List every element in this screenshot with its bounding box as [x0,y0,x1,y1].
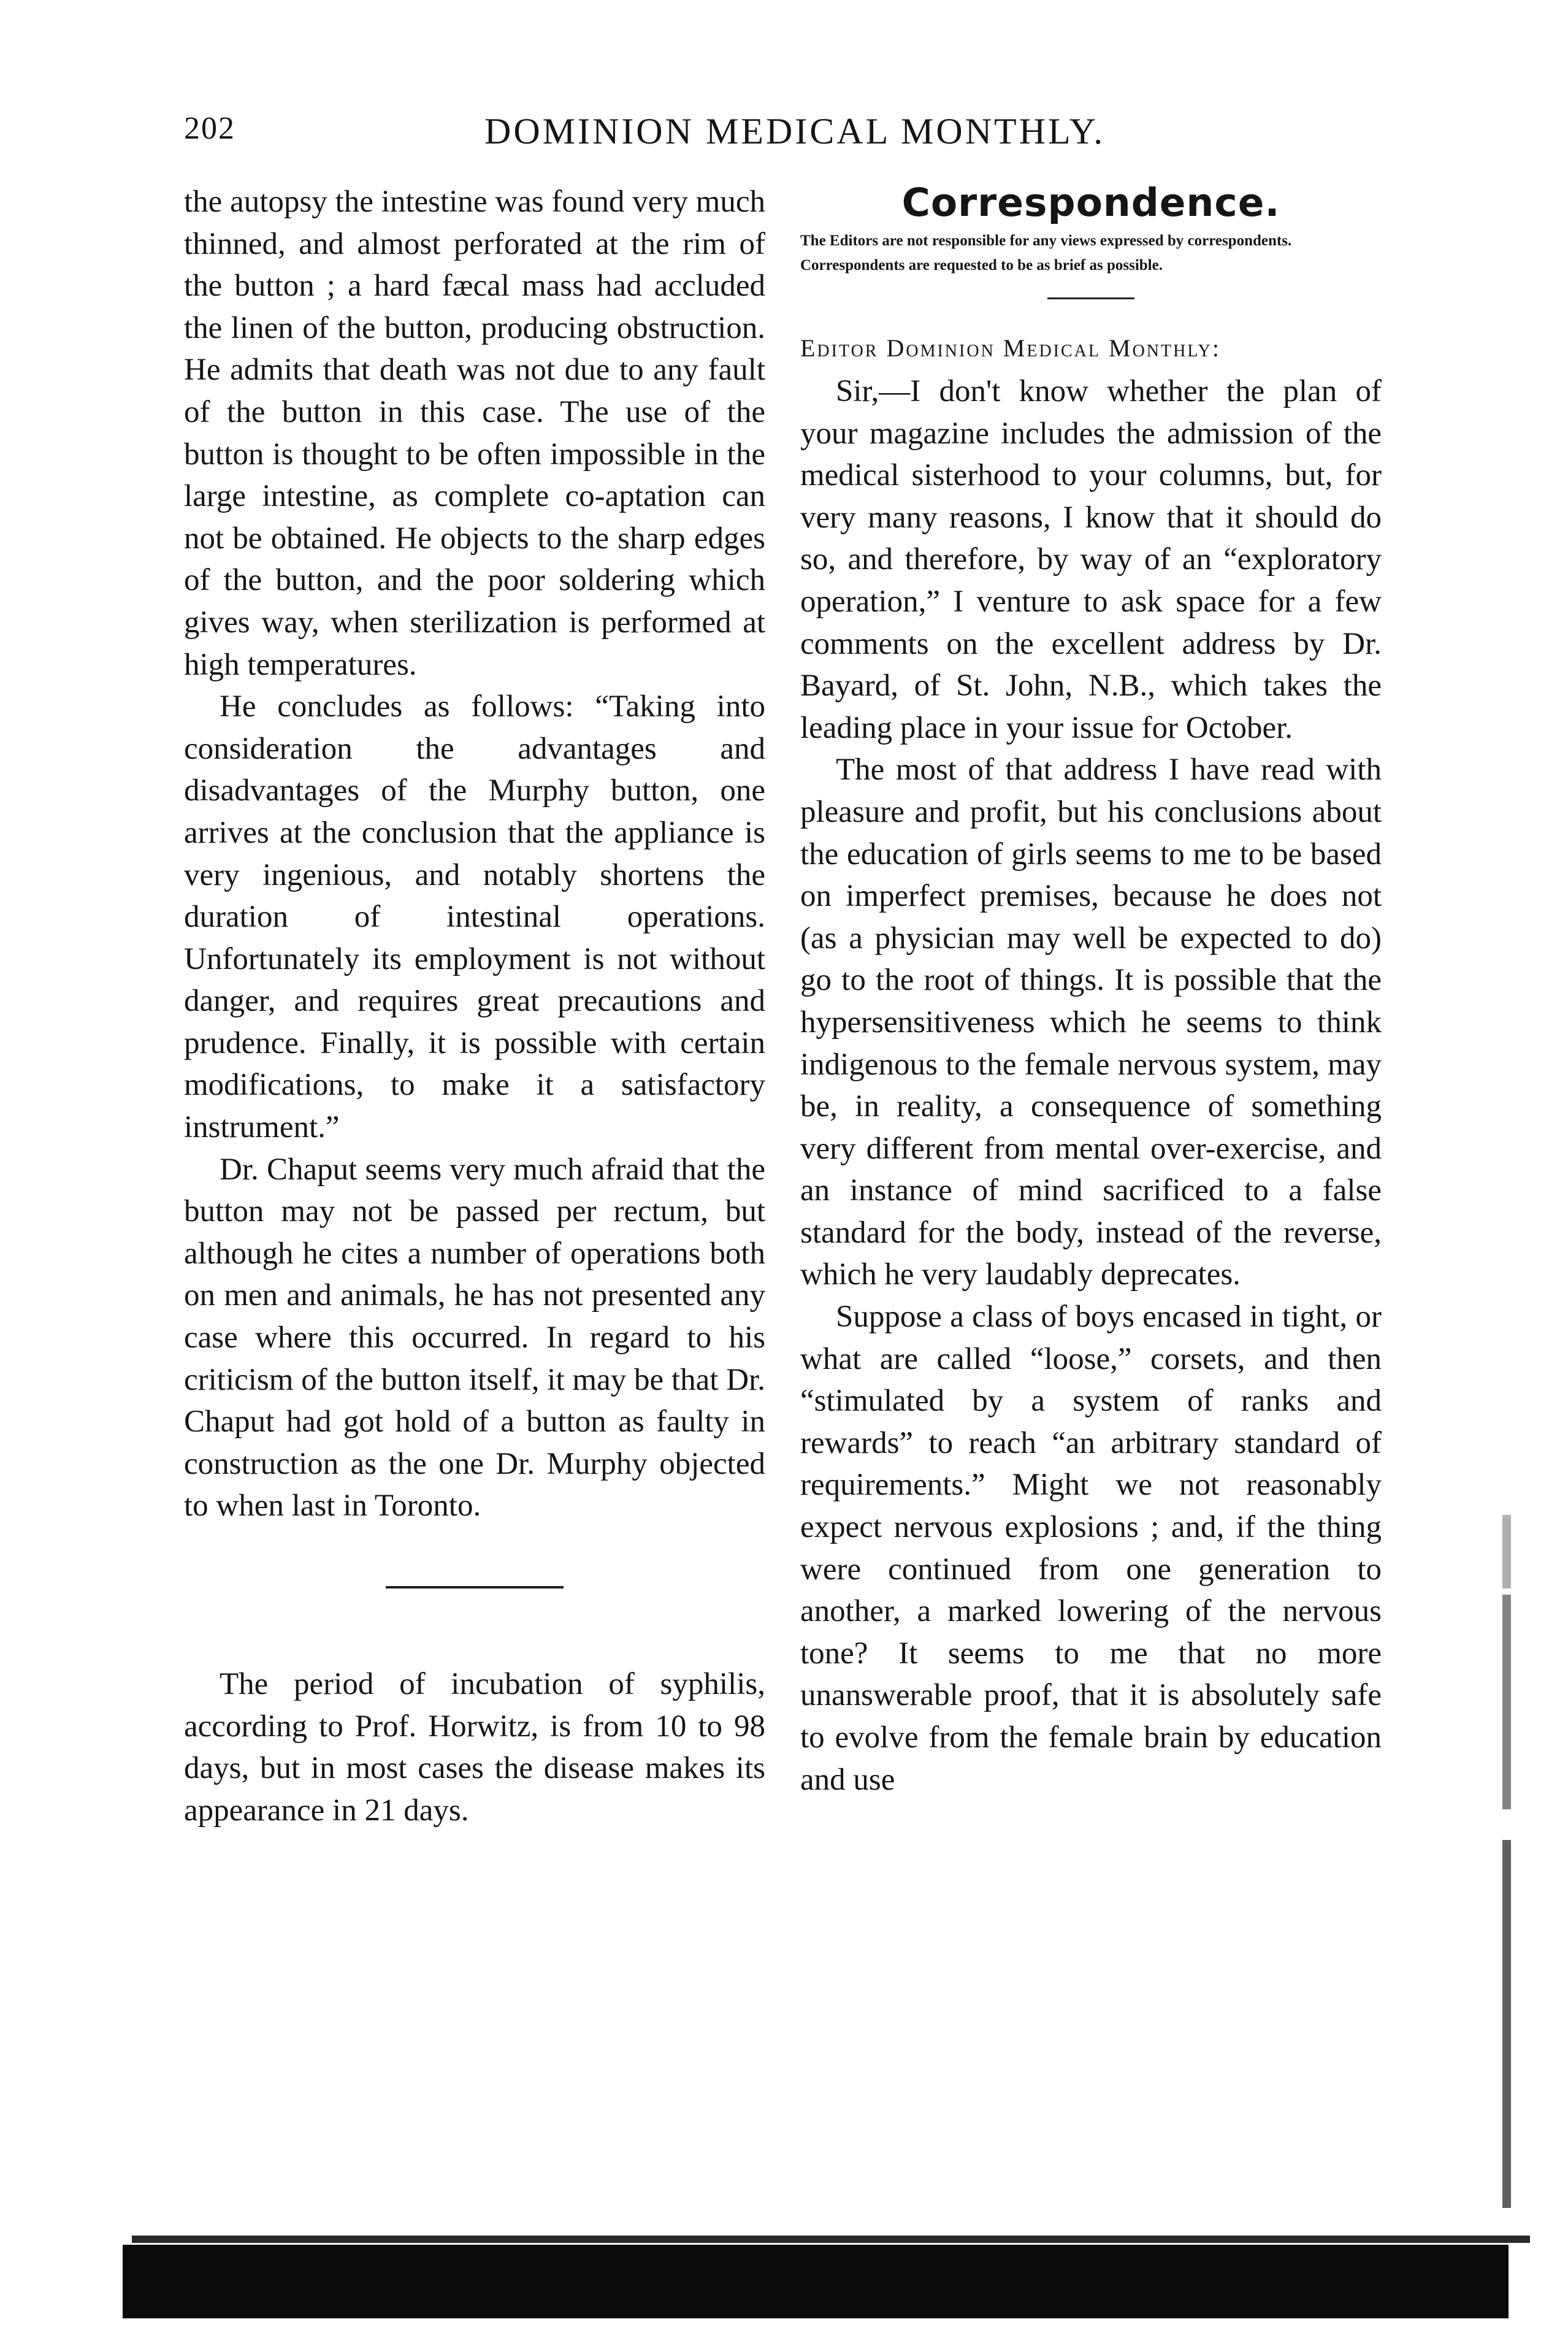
section-divider [386,1586,564,1588]
scan-edge-mark [1502,1515,1511,1588]
paragraph-letter-address: The most of that address I have read with pleasure and profit, but his conclusions about the education of girls seems to me to be based on imperfect premises, because he does not (as a physician may well be expected to do) go to the root of things. It is possible that the hypersensitiveness which he seems to think indigenous to the female nervous system, may be, in reality, a consequence of something very different from mental over-exercise, and an instance of mind sacrificed to a false standard for the body, instead of the reverse, which he very laudably deprecates. [800,753,1382,1292]
page-header [184,110,1380,166]
paragraph-autopsy: the autopsy the intestine was found very much thinned, and almost perforated at the rim of the button ; a hard fæcal mass had accluded the linen of the button, producing obstruction. He admits that death was not due to any fault of the button in this case. The use of the button is thought to be often impossible in the large intestine, as complete co-aptation can not be obtained. He objects to the sharp edges of the button, and the poor soldering which gives way, when sterilization is performed at high temperatures. [184,185,765,682]
paragraph-conclusion: He concludes as follows: “Taking into consideration the advantages and disadvantages of the Murphy button, one arrives at the conclusion that the appliance is very ingenious, and notably shortens the duration of intestinal operations. Unfortunately its employment is not without danger, and requires great precautions and prudence. Finally, it is possible with certain modifications, to make it a satisfactory instrument.” [184,689,765,1145]
title-divider [1047,297,1134,299]
scan-shadow-line [132,2236,1530,2243]
running-head: DOMINION MEDICAL MONTHLY. [484,111,1106,151]
paragraph-chaput: Dr. Chaput seems very much afraid that the button may not be passed per rectum, but although he cites a number of operations both on men and animals, he has not presented any case where this occurred. In regard to his criticism of the button itself, it may be that Dr. Chaput had got hold of a button as faulty in construction as the one Dr. Murphy objected to when last in Toronto. [184,1152,765,1523]
paragraph-letter-intro: Sir,—I don't know whether the plan of your magazine includes the admission of the medical sisterhood to your columns, but, for very many reasons, I know that it should do so, and therefore, by way of an “exploratory operation,” I venture to ask space for a few comments on the excellent address by Dr. Bayard, of St. John, N.B., which takes the leading place in your issue for October. [800,374,1382,745]
page-number: 202 [184,111,235,146]
right-column [800,181,1382,1801]
letter-salutation: Editor Dominion Medical Monthly: [800,334,1221,362]
editor-disclaimer: The Editors are not responsible for any views expressed by correspondents. [800,232,1292,249]
scan-edge-mark [1502,1595,1511,1809]
brevity-notice: Correspondents are requested to be as brief as possible. [800,257,1163,274]
left-column [184,181,765,1831]
paragraph-syphilis: The period of incubation of syphilis, according to Prof. Horwitz, is from 10 to 98 days, but in most cases the disease makes its appearance in 21 days. [184,1667,765,1828]
scan-shadow-bar [123,2245,1509,2318]
scan-edge-mark [1502,1840,1511,2208]
section-title: Correspondence. [901,180,1280,225]
paragraph-letter-boys: Suppose a class of boys encased in tight, or what are called “loose,” corsets, and then “stimulated by a system of ranks and rewards” to reach “an arbitrary standard of requirements.” Might we not reasonably expect nervous explosions ; and, if the thing were continued from one generation to another, a marked lowering of the nervous tone? It seems to me that no more unanswerable proof, that it is absolutely safe to evolve from the female brain by education and use [800,1300,1382,1797]
